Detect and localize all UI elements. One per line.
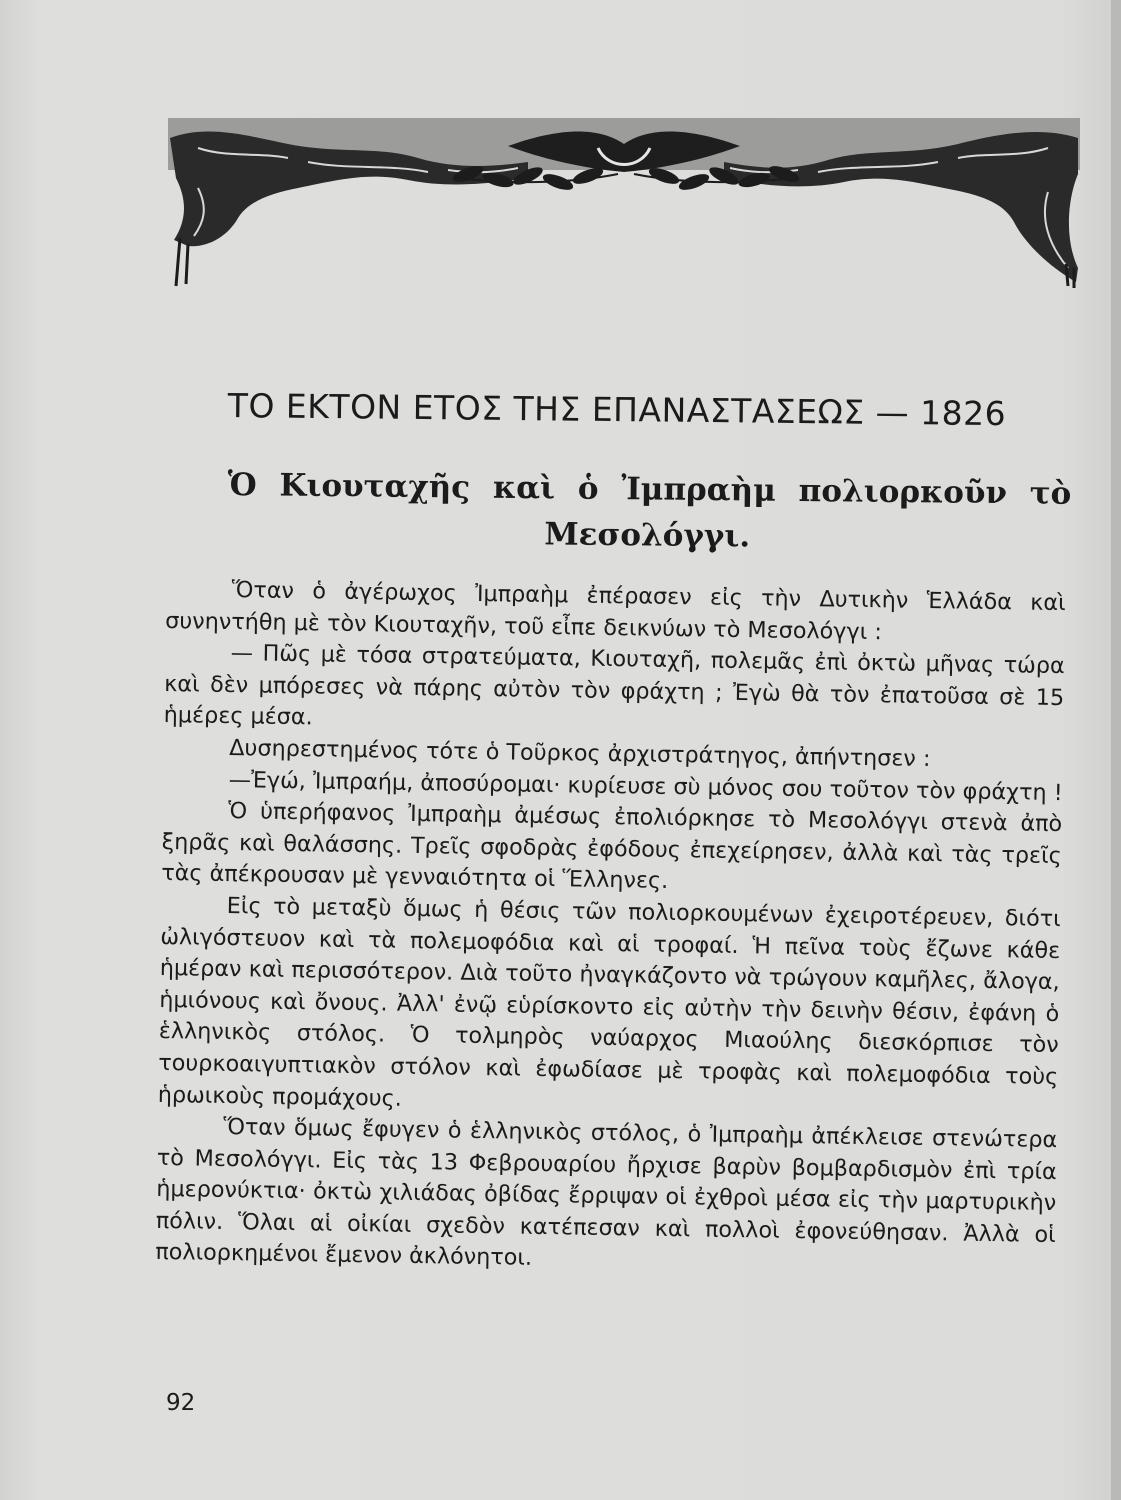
chapter-heading: ΤΟ ΕΚΤΟΝ ΕΤΟΣ ΤΗΣ ΕΠΑΝΑΣΤΑΣΕΩΣ — 1826 [227, 386, 1007, 434]
paragraph: Ὁ ὑπερήφανος Ἰμπραὴμ ἀμέσως ἐπολιόρκησε τὸ Μεσολόγγι στενὰ ἀπὸ ξηρᾶς καὶ θαλάσσης. Τρεῖς σφοδρὰς ἐφόδους ἐπεχείρησεν, ἀλλὰ καὶ τὰς τρεῖς τὰς ἀπέκρουσαν μὲ γενναιότητα οἱ Ἕλληνες. [161, 798, 1063, 895]
paragraph: Ὅταν ὁ ἀγέρωχος Ἰμπραὴμ ἐπέρασεν εἰς τὴν Δυτικὴν Ἑλλάδα καὶ συνηντήθη μὲ τὸν Κιουταχῆν, τοῦ εἶπε δεικνύων τὸ Μεσολόγγι : [165, 577, 1066, 645]
laurel-ribbon-headpiece-icon [168, 118, 1080, 288]
subheading-line-2: Μεσολόγγι. [544, 516, 751, 555]
paragraph: Ὅταν ὅμως ἔφυγεν ὁ ἑλληνικὸς στόλος, ὁ Ἰμπραὴμ ἀπέκλεισε στενώτερα τὸ Μεσολόγγι. Εἰς τὰς 13 Φεβρουαρίου ἤρχισε βαρὺν βομβαρδισμὸν ἐπὶ τρία ἡμερονύκτια· ὀκτὼ χιλιάδας ὀβίδας ἔρριψαν οἱ ἐχθροὶ μέσα εἰς τὴν μαρτυρικὴν πόλιν. Ὅλαι αἱ οἰκίαι σχεδὸν κατέπεσαν καὶ πολλοὶ ἐφονεύθησαν. Ἀλλὰ οἱ πολιορκημένοι ἔμενον ἀκλόνητοι. [155, 1114, 1058, 1272]
page-spine-shadow [1111, 0, 1121, 1500]
subheading-line-1: Ὁ Κιουταχῆς καὶ ὁ Ἰμπραὴμ πολιορκοῦν τὸ [227, 466, 1072, 512]
paragraph: Δυσηρεστημένος τότε ὁ Τοῦρκος ἀρχιστράτηγος, ἀπήντησεν : [229, 734, 931, 772]
body-text [155, 574, 1066, 1283]
paragraph: —Ἐγώ, Ἰμπραήμ, ἀποσύρομαι· κυρίευσε σὺ μόνος σου τοῦτον τὸν φράχτη ! [228, 766, 1063, 806]
paragraph: — Πῶς μὲ τόσα στρατεύματα, Κιουταχῆ, πολεμᾶς ἐπὶ ὀκτὼ μῆνας τώρα καὶ δὲν μπόρεσες νὰ πάρης αὐτὸν τὸν φράχτη ; Ἐγὼ θὰ τὸν ἐπατοῦσα σὲ 15 ἡμέρες μέσα. [163, 640, 1065, 731]
section-subheading [227, 462, 1072, 562]
page-number: 92 [166, 1390, 196, 1416]
paragraph: Εἰς τὸ μεταξὺ ὅμως ἡ θέσις τῶν πολιορκουμένων ἐχειροτέρευεν, διότι ὠλιγόστευον καὶ τὰ πολεμοφόδια καὶ αἱ τροφαί. Ἡ πεῖνα τοὺς ἔζωνε κάθε ἡμέραν καὶ περισσότερον. Διὰ τοῦτο ἠναγκάζοντο νὰ τρώγουν καμῆλες, ἄλογα, ἡμιόνους καὶ ὄνους. Ἀλλ' ἐνῷ εὑρίσκοντο εἰς αὐτὴν τὴν δεινὴν θέσιν, ἐφάνη ὁ ἑλληνικὸς στόλος. Ὁ τολμηρὸς ναύαρχος Μιαούλης διεσκόρπισε τὸν τουρκοαιγυπτιακὸν στόλον καὶ ἐφωδίασε μὲ τροφὰς καὶ πολεμοφόδια τοὺς ἡρωικοὺς προμάχους. [157, 892, 1061, 1112]
